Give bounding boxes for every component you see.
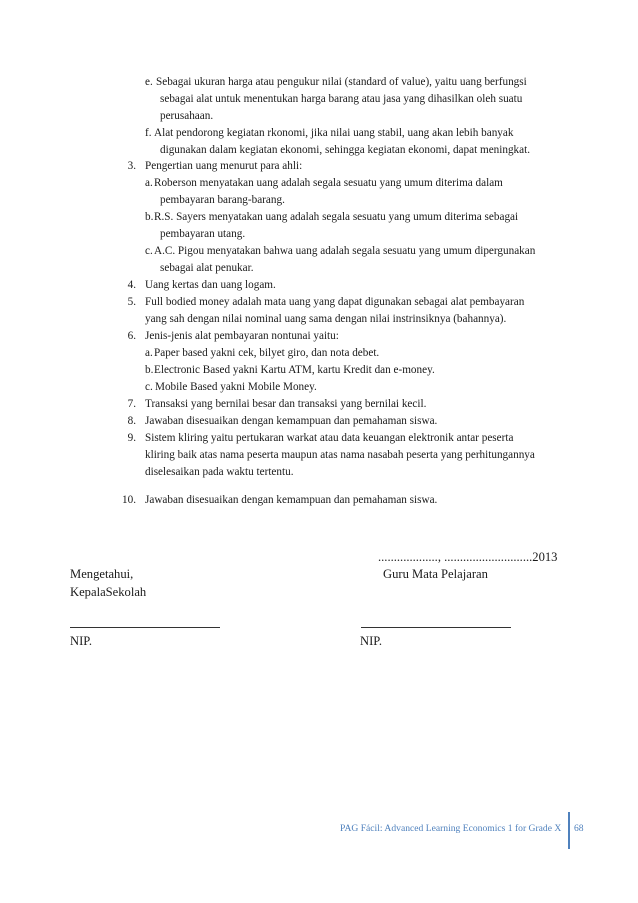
item-4-text: Uang kertas dan uang logam. [145,279,276,291]
left-nip: NIP. [70,634,93,648]
item-5-line1: Full bodied money adalah mata uang yang dapat digunakan sebagai alat pembayaran [145,296,525,308]
item-9-line2: kliring baik atas nama peserta maupun atas nama nasabah peserta yang perhitungannya [145,449,535,461]
item-3-number: 3. [127,160,136,172]
item-9-line1: Sistem kliring yaitu pertukaran warkat atau data keuangan elektronik antar peserta [145,432,514,444]
item-5-number: 5. [127,296,136,308]
item-3-text: Pengertian uang menurut para ahli: [145,160,303,172]
item-3b-line2: pembayaran utang. [160,228,246,240]
item-3c-line2: sebagai alat penukar. [160,262,254,274]
item-e-line3: perusahaan. [160,110,214,122]
item-3c-line1: A.C. Pigou menyatakan bahwa uang adalah segala sesuatu yang umum dipergunakan [154,245,536,257]
right-title: Guru Mata Pelajaran [383,567,488,581]
item-6b-label: b. [145,364,154,376]
item-8-text: Jawaban disesuaikan dengan kemampuan dan pemahaman siswa. [145,415,438,427]
footer-divider [568,812,570,849]
item-6-number: 6. [127,330,136,342]
item-8-number: 8. [127,415,136,427]
item-6b-text: Electronic Based yakni Kartu ATM, kartu Kredit dan e-money. [154,364,435,376]
item-e-line1: Sebagai ukuran harga atau pengukur nilai (standard of value), yaitu uang berfungsi [156,76,527,88]
left-signature-line [70,627,220,628]
item-7-text: Transaksi yang bernilai besar dan transaksi yang bernilai kecil. [145,398,427,410]
item-3b-line1: R.S. Sayers menyatakan uang adalah segala sesuatu yang umum diterima sebagai [154,211,519,223]
item-f-line2: digunakan dalam kegiatan ekonomi, sehingga kegiatan ekonomi, dapat meningkat. [160,144,531,156]
item-3c-label: c. [145,245,153,257]
right-nip: NIP. [360,634,383,648]
date-line: ..................., ............................2013 [378,550,558,564]
left-title-2: KepalaSekolah [70,585,147,599]
item-3a-line1: Roberson menyatakan uang adalah segala sesuatu yang umum diterima dalam [154,177,503,189]
item-3a-line2: pembayaran barang-barang. [160,194,285,206]
item-6a-text: Paper based yakni cek, bilyet giro, dan nota debet. [154,347,380,359]
item-10-number: 10. [122,494,136,506]
item-6-text: Jenis-jenis alat pembayaran nontunai yaitu: [145,330,339,342]
left-title: Mengetahui, [70,567,134,581]
item-6c-text: Mobile Based yakni Mobile Money. [155,381,317,393]
item-f-line1: Alat pendorong kegiatan rkonomi, jika nilai uang stabil, uang akan lebih banyak [154,127,514,139]
item-10-text: Jawaban disesuaikan dengan kemampuan dan pemahaman siswa. [145,494,438,506]
item-4-number: 4. [127,279,136,291]
item-9-line3: diselesaikan pada waktu tertentu. [145,466,294,478]
item-5-line2: yang sah dengan nilai nominal uang sama dengan nilai instrinsiknya (bahannya). [145,313,507,325]
item-7-number: 7. [127,398,136,410]
item-e-line2: sebagai alat untuk menentukan harga barang atau jasa yang dihasilkan oleh suatu [160,93,523,105]
item-3a-label: a. [145,177,153,189]
footer-title: PAG Fácil: Advanced Learning Economics 1 for Grade X [340,823,562,834]
item-6c-label: c. [145,381,153,393]
item-9-number: 9. [127,432,136,444]
item-3b-label: b. [145,211,154,223]
item-e-label: e. [145,76,153,88]
right-signature-line [361,627,511,628]
page-number: 68 [574,823,584,834]
item-f-label: f. [145,127,152,139]
item-6a-label: a. [145,347,153,359]
